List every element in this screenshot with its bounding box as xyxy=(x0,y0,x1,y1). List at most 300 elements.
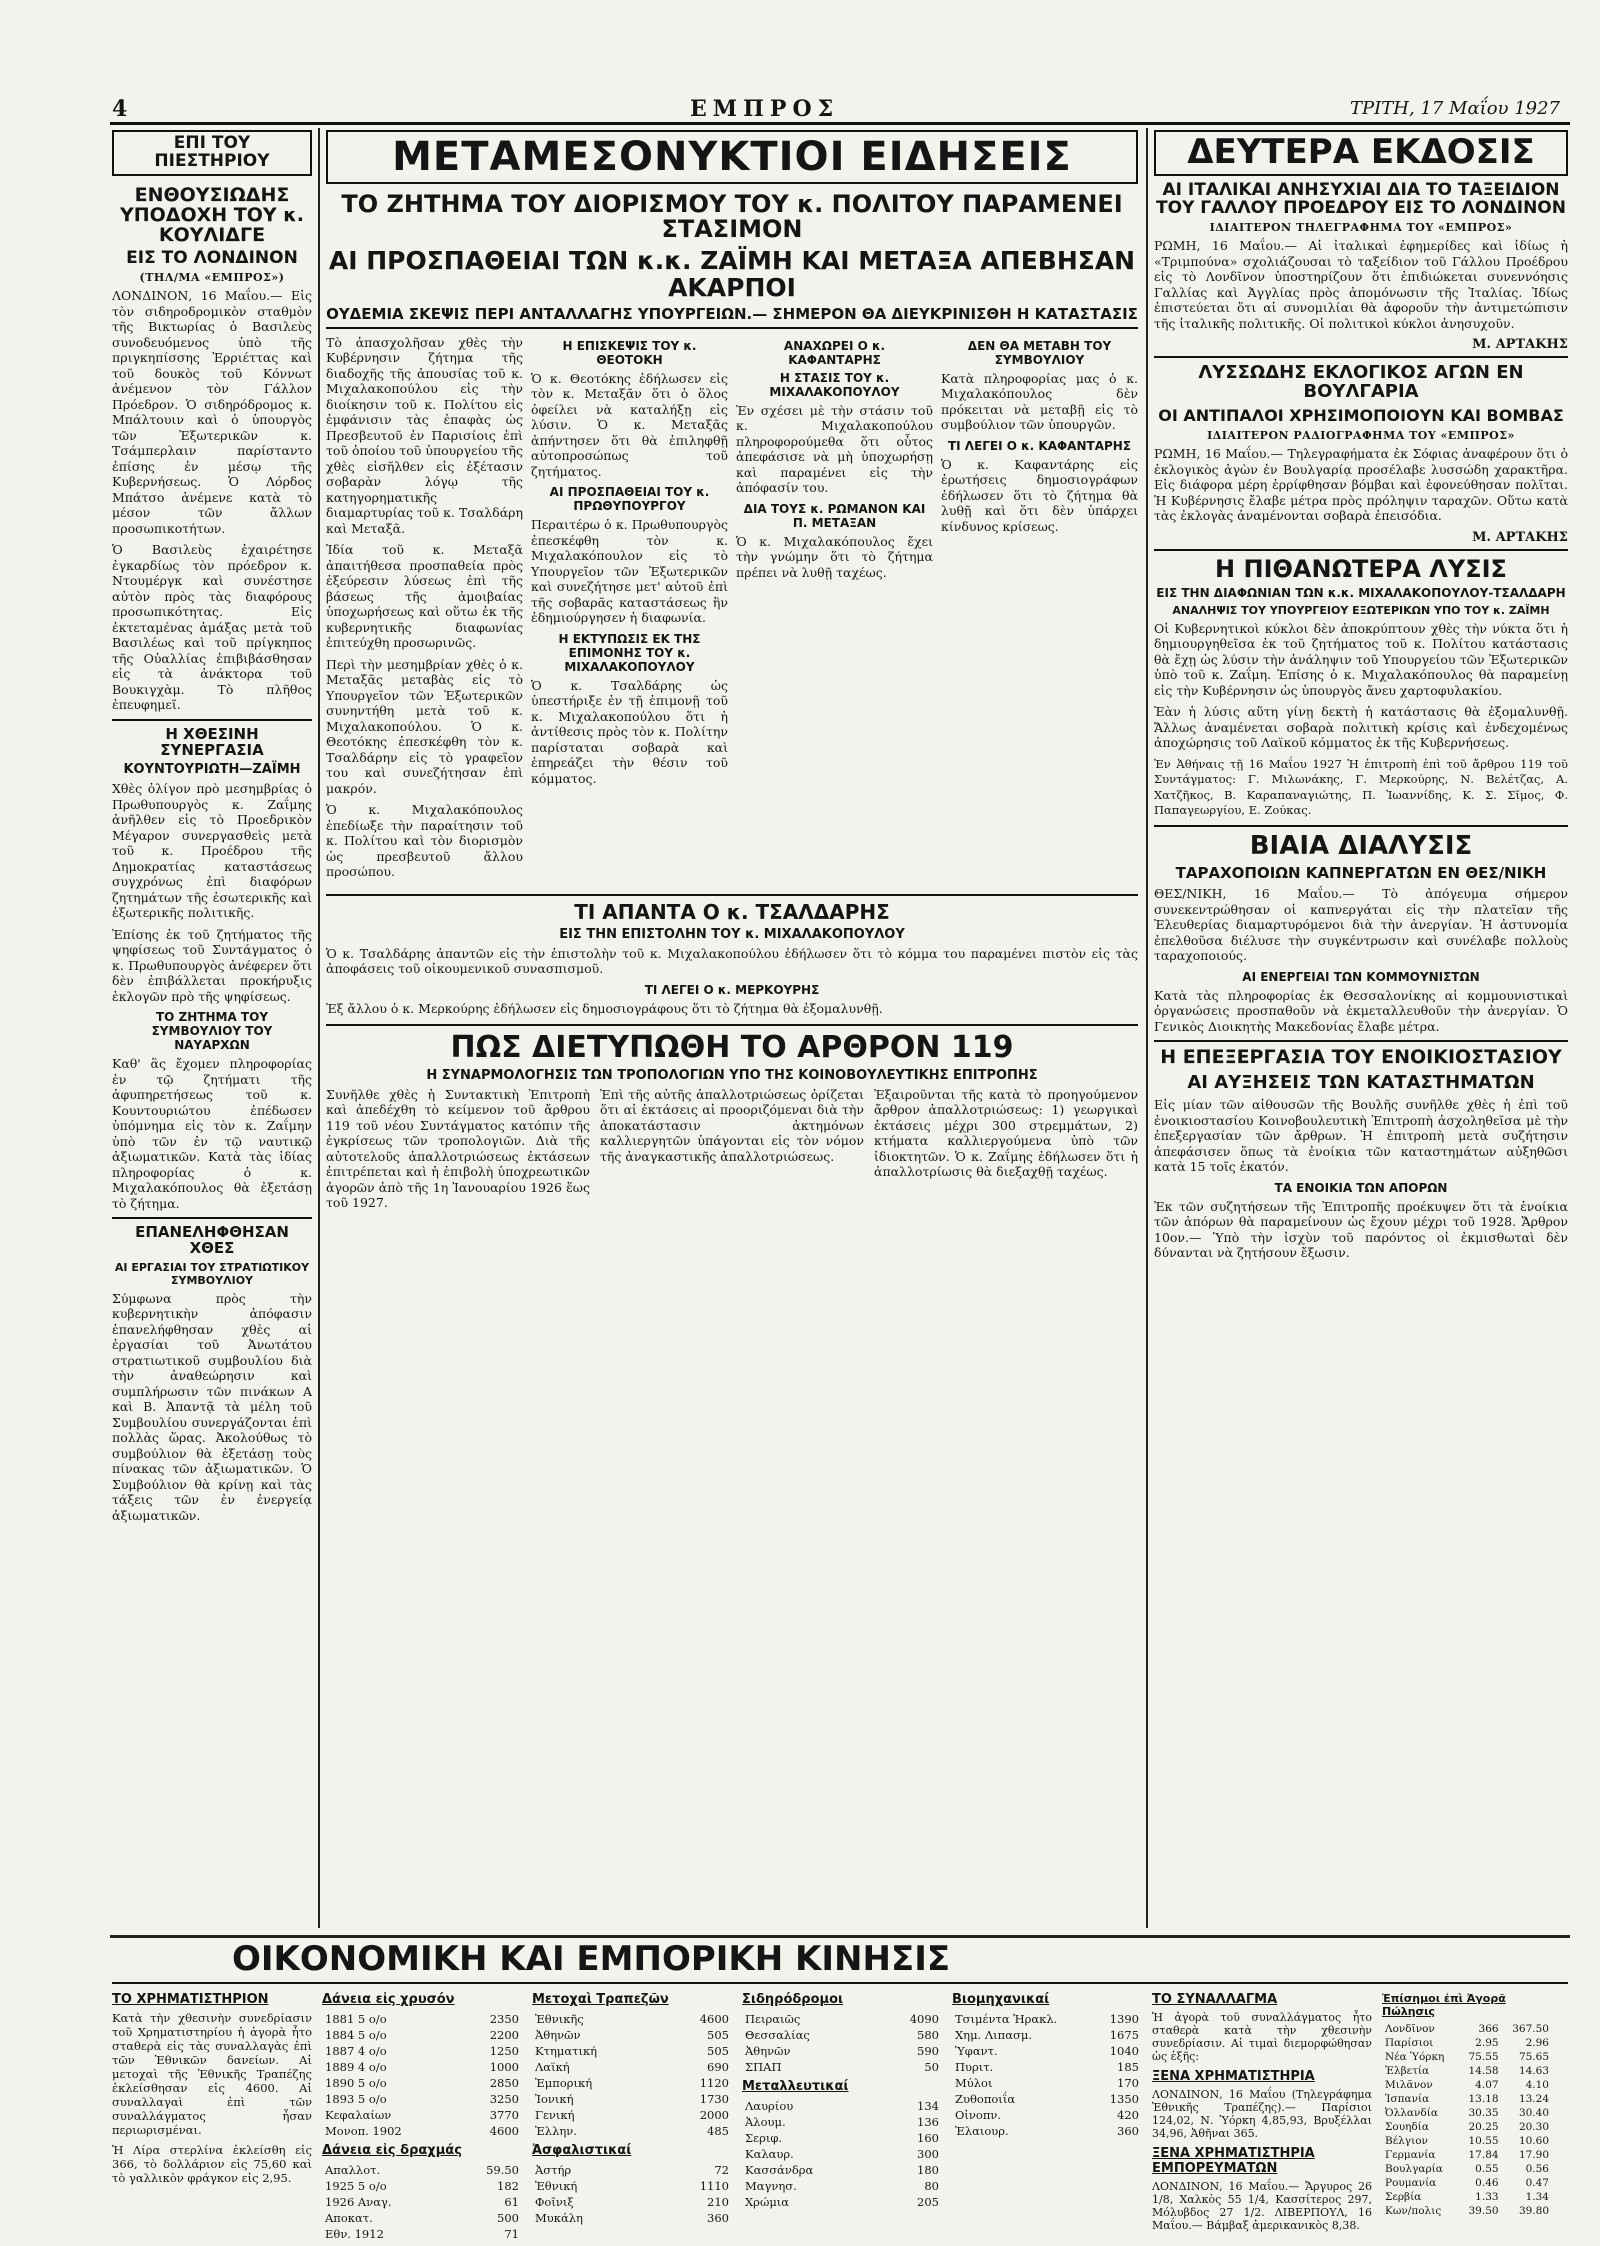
table-cell-value: 1350 xyxy=(1109,2091,1139,2106)
table-cell-value: 2350 xyxy=(489,2011,519,2026)
table-cell-value: 0.55 xyxy=(1475,2162,1499,2175)
table-cell-value: 13.18 xyxy=(1468,2092,1499,2105)
table-row xyxy=(322,2059,522,2075)
table-cell-value: 1000 xyxy=(489,2059,519,2074)
table-cell-value: 205 xyxy=(917,2194,939,2209)
table-cell-value: 2000 xyxy=(699,2107,729,2122)
table-row xyxy=(742,2178,942,2194)
table-cell-label: Αποκατ. xyxy=(325,2210,373,2225)
quotes-column xyxy=(322,1988,522,2242)
column-rule xyxy=(318,128,320,1928)
table-cell-value: 0.56 xyxy=(1525,2162,1549,2175)
headline: Η ΧΘΕΣΙΝΗ ΣΥΝΕΡΓΑΣΙΑ xyxy=(112,719,312,759)
headline: ΤΟ ΖΗΤΗΜΑ ΤΟΥ ΔΙΟΡΙΣΜΟΥ ΤΟΥ κ. ΠΟΛΙΤΟΥ ΠΑΡΑΜΕΝΕΙ ΣΤΑΣΙΜΟΝ xyxy=(341,190,1123,244)
subhead: Η ΣΤΑΣΙΣ ΤΟΥ κ. ΜΙΧΑΛΑΚΟΠΟΥΛΟΥ xyxy=(769,370,900,399)
headline-sub: ΟΙ ΑΝΤΙΠΑΛΟΙ ΧΡΗΣΙΜΟΠΟΙΟΥΝ ΚΑΙ ΒΟΜΒΑΣ xyxy=(1158,406,1564,426)
table-row xyxy=(532,2178,732,2194)
table-cell-label: Βέλγιον xyxy=(1385,2134,1428,2147)
table-cell-label: Ἐθνική xyxy=(535,2178,578,2193)
center-section xyxy=(326,130,1138,1930)
table-row xyxy=(742,2162,942,2178)
table-row xyxy=(742,2194,942,2210)
headline-sub: ΑΙ ΕΡΓΑΣΙΑΙ ΤΟΥ ΣΤΡΑΤΙΩΤΙΚΟΥ ΣΥΜΒΟΥΛΙΟΥ xyxy=(114,1260,310,1287)
table-cell-label: Γενική xyxy=(535,2107,575,2122)
table-cell-value: 690 xyxy=(707,2059,729,2074)
article-text: Σύμφωνα πρὸς τὴν κυβερνητικὴν ἀπόφασιν ἐπανελήφθησαν χθὲς αἱ ἐργασίαι τοῦ Ἀνωτάτου στρατιωτικοῦ συμβουλίου διὰ τὴν ἀναθεώρησιν καὶ συμπλήρωσιν τῶν πινάκων Α καὶ Β. Ἀπαντᾷ τὰ μέλη τοῦ Συμβουλίου συνεργάζονται ἐπὶ πολλὰς ὥρας. Ἀκολούθως τὸ συμβούλιον θὰ ἐξετάσῃ τοὺς πίνακας τῶν ἀξιωματικῶν. Ὁ Συμβούλιον θὰ κρίνῃ καὶ τὰς τάξεις τῶν ἐν ἐνεργείᾳ ἀξιωματικῶν. xyxy=(112,1290,312,1523)
subhead: Η ΕΚΤΥΠΩΣΙΣ ΕΚ ΤΗΣ ΕΠΙΜΟΝΗΣ ΤΟΥ κ. ΜΙΧΑΛΑΚΟΠΟΥΛΟΥ xyxy=(558,631,701,674)
table-cell-label: 1887 4 ο/ο xyxy=(325,2043,387,2058)
table-cell-value: 20.30 xyxy=(1518,2120,1549,2133)
table-row xyxy=(742,2098,942,2114)
subhead: ΔΕΝ ΘΑ ΜΕΤΑΒΗ ΤΟΥ ΣΥΜΒΟΥΛΙΟΥ xyxy=(967,338,1112,367)
table-row xyxy=(1382,2190,1552,2204)
article-text: Τὸ ἀπασχολῆσαν χθὲς τὴν Κυβέρνησιν ζήτημα τῆς διαδοχῆς τῆς ἀπουσίας τοῦ κ. Μιχαλακοπούλου εἰς τὴν διοίκησιν τοῦ κ. Πολίτου εἰς ἐμφάνισιν τὰς ἐπαφὰς ὡς Πρεσβευτοῦ ἐν Παρισίοις ἐπὶ τοῦ ὁποίου τοῦ ὑπουργείου τῆς χθὲς εἰσῆλθεν εἰς ἐξέτασιν σοβαρὰν λόγῳ τῆς κατηγορηματικῆς διαμαρτυρίας τοῦ κ. Τσαλδάρη καὶ Μεταξᾶ. xyxy=(326,334,523,536)
table-cell-label: ΣΠΑΠ xyxy=(745,2059,782,2074)
table-cell-value: 2850 xyxy=(489,2075,519,2090)
table-row xyxy=(532,2162,732,2178)
page-corner-mark: 4 xyxy=(112,96,128,122)
table-row xyxy=(1382,2162,1552,2176)
article-text: Οἱ Κυβερνητικοὶ κύκλοι δὲν ἀποκρύπτουν χθὲς τὴν νύκτα ὅτι ἡ δημιουργηθεῖσα ἐκ τοῦ ζητήματος τοῦ κ. Πολίτου κατάστασις θὰ ἔχῃ ὡς λύσιν τὴν ἀνάληψιν τοῦ Υπουργείου τῶν Ἐξωτερικῶν ὑπὸ τοῦ κ. Ζαΐμη. Ἐπίσης ὁ κ. Μιχαλακόπουλος θὰ παραμείνῃ εἰς τὴν Κυβέρνησιν ὡς ὑπουργὸς ἄνευ χαρτοφυλακίου. xyxy=(1154,620,1568,698)
table-row xyxy=(322,2194,522,2210)
table-row xyxy=(322,2107,522,2123)
section-title: ΕΠΙ ΤΟΥ ΠΙΕΣΤΗΡΙΟΥ xyxy=(112,130,312,176)
table-cell-label: Βουλγαρία xyxy=(1385,2162,1443,2175)
section-title: ΞΕΝΑ ΧΡΗΜΑΤΙΣΤΗΡΙΑ xyxy=(1152,2068,1315,2084)
table-cell-label: 1889 4 ο/ο xyxy=(325,2059,387,2074)
table-cell-value: 3770 xyxy=(489,2107,519,2122)
text-column xyxy=(326,335,523,886)
table-cell-value: 3250 xyxy=(489,2091,519,2106)
table-row xyxy=(952,2075,1142,2091)
table-cell-label: Σουηδία xyxy=(1385,2120,1429,2133)
table-cell-value: 1040 xyxy=(1109,2043,1139,2058)
table-cell-value: 590 xyxy=(917,2043,939,2058)
table-cell-value: 4600 xyxy=(489,2123,519,2138)
article-text: Ὁ κ. Καφαντάρης εἰς ἐρωτήσεις δημοσιογράφων ἐδήλωσεν ὅτι τὸ ζήτημα θὰ λυθῇ καὶ ὅτι δὲν ὑπάρχει κίνδυνος κρίσεως. xyxy=(941,456,1138,534)
article-text: Κατὰ τὴν χθεσινὴν συνεδρίασιν τοῦ Χρηματιστηρίου ἡ ἀγορὰ ἦτο σταθερὰ εἰς τὰς συναλλαγὰς ἐπὶ τῶν Ἐθνικῶν δανείων. Αἱ μετοχαὶ τῆς Ἐθνικῆς Τραπέζης ἐκλείσθησαν εἰς 4600. Αἱ συναλλαγαὶ ἐπὶ τῶν συναλλάγματος ἦσαν περιωρισμέναι. xyxy=(112,2010,312,2137)
text-column xyxy=(1152,1988,1372,2242)
table-cell-label: Ἀστήρ xyxy=(535,2162,572,2177)
table-cell-value: 360 xyxy=(1117,2123,1139,2138)
text-column xyxy=(531,335,728,886)
article-text: Ὁ κ. Θεοτόκης ἐδήλωσεν εἰς τὸν κ. Μεταξᾶν ὅτι ὁ ὅλος ὀφείλει νὰ καταλήξῃ εἰς λύσιν. Ὁ κ. Μεταξᾶς ἀπήντησεν ὅτι θὰ ἐπιληφθῇ αὐτοπροσώπως τοῦ ζητήματος. xyxy=(531,370,728,479)
subhead: ΑΙ ΠΡΟΣΠΑΘΕΙΑΙ ΤΟΥ κ. ΠΡΩΘΥΠΟΥΡΓΟΥ xyxy=(549,485,710,514)
article-text: Ἡ ἀγορὰ τοῦ συναλλάγματος ἦτο σταθερὰ κατὰ τὴν χθεσινὴν συνεδρίασιν. Αἱ τιμαὶ διεμορφώθησαν ὡς ἑξῆς: xyxy=(1152,2010,1372,2063)
table-row xyxy=(742,2011,942,2027)
article-text: Ὁ Βασιλεὺς ἐχαιρέτησε ἐγκαρδίως τὸν πρόεδρον κ. Ντουμέργκ καὶ συνέστησε αὐτὸν πρὸς τὰς διαφόρους προσωπικότητας. Εἰς ἐκτεταμένας ἀμάξας μετὰ τοῦ Βασιλέως καὶ τοῦ πρίγκηπος τῆς Οὐαλλίας ἐπιβιβάσθησαν εἰς τὰ ἀνάκτορα τοῦ Βουκιγχὰμ. Τὸ πλῆθος ἐπευφημεῖ. xyxy=(112,542,312,713)
fx-table xyxy=(1382,2022,1552,2218)
section-title: Ἀσφαλιστικαί xyxy=(532,2142,632,2158)
table-cell-value: 182 xyxy=(497,2178,519,2193)
table-row xyxy=(1382,2064,1552,2078)
table-cell-value: 4090 xyxy=(909,2011,939,2026)
table-cell-value: 366 xyxy=(1478,2022,1499,2035)
headline: ΤΙ ΑΠΑΝΤΑ Ο κ. ΤΣΑΛΔΑΡΗΣ xyxy=(574,899,890,924)
table-cell-label: Ἀθηνῶν xyxy=(745,2043,791,2058)
table-cell-label: Ἐλλην. xyxy=(535,2123,577,2138)
table-cell-label: Ζυθοποιΐα xyxy=(955,2091,1016,2106)
table-cell-label: 1881 5 ο/ο xyxy=(325,2011,387,2026)
column-rule xyxy=(1146,128,1148,1928)
article-text: ΛΟΝΔΙΝΟΝ, 16 Μαΐου (Τηλεγράφημα Ἐθνικῆς Τραπέζης).— Παρίσιοι 124,02, Ν. Ὑόρκη 4,85,93, Βρυξέλλαι 34,96, Ἀθῆναι 365. xyxy=(1152,2087,1372,2140)
subhead: ΑΙ ΕΝΕΡΓΕΙΑΙ ΤΩΝ ΚΟΜΜΟΥΝΙΣΤΩΝ xyxy=(1242,969,1480,984)
subheadline: Η ΣΥΝΑΡΜΟΛΟΓΗΣΙΣ ΤΩΝ ΤΡΟΠΟΛΟΓΙΩΝ ΥΠΟ ΤΗΣ ΚΟΙΝΟΒΟΥΛΕΥΤΙΚΗΣ ΕΠΙΤΡΟΠΗΣ xyxy=(426,1067,1038,1083)
table-cell-label: Απαλλοτ. xyxy=(325,2162,381,2177)
table-cell-value: 180 xyxy=(917,2162,939,2177)
table-cell-value: 210 xyxy=(707,2194,729,2209)
table-row xyxy=(532,2107,732,2123)
quotes-table xyxy=(952,2011,1142,2139)
table-cell-label: Χημ. Λιπασμ. xyxy=(955,2027,1032,2042)
table-cell-value: 505 xyxy=(707,2027,729,2042)
table-cell-value: 14.58 xyxy=(1468,2064,1499,2077)
table-cell-label: Πειραιῶς xyxy=(745,2011,801,2026)
article-text: Ἡ Λίρα στερλίνα ἐκλείσθη εἰς 366, τὸ δολλάριον εἰς 75,60 καὶ τὸ γαλλικὸν φράγκον εἰς 2,95. xyxy=(112,2142,312,2185)
table-cell-value: 39.50 xyxy=(1468,2204,1499,2217)
table-row xyxy=(742,2114,942,2130)
table-row xyxy=(1382,2134,1552,2148)
table-cell-label: Παρίσιοι xyxy=(1385,2036,1434,2049)
table-cell-label: Νέα Ὑόρκη xyxy=(1385,2050,1445,2063)
section-title: Δάνεια εἰς δραχμάς xyxy=(322,2142,462,2158)
article-columns xyxy=(326,335,1138,886)
article-columns xyxy=(326,1087,1138,1217)
section-title: Δάνεια εἰς χρυσόν xyxy=(322,1991,455,2007)
table-row xyxy=(532,2027,732,2043)
article-text: Συνῆλθε χθὲς ἡ Συντακτικὴ Ἐπιτροπὴ καὶ ἀπεδέχθη τὸ κείμενον τοῦ ἄρθρου 119 τοῦ νέου Συντάγματος κατόπιν τῆς ἐγκρίσεως τῶν τροπολογιῶν. Διὰ τῆς αὐτοτελοῦς ἀπαλλοτριώσεως ἐκτάσεων ἐπιτρέπεται καὶ ἡ ἐπιβολὴ ὑποχρεωτικῶν ἀγορῶν ἀπὸ τῆς 1η Ἰανουαρίου 1926 ἕως τοῦ 1927. xyxy=(326,1086,590,1211)
article-text: Ἐξ ἄλλου ὁ κ. Μερκούρης ἐδήλωσεν εἰς δημοσιογράφους ὅτι τὸ ζήτημα θὰ ἐξομαλυνθῇ. xyxy=(326,1000,883,1016)
table-cell-value: 367.50 xyxy=(1512,2022,1549,2035)
article-text: Ὁ κ. Μιχαλακόπουλος ἔχει τὴν γνώμην ὅτι τὸ ζήτημα πρέπει νὰ λυθῇ ταχέως. xyxy=(736,533,933,580)
banner-headline: ΜΕΤΑΜΕΣΟΝΥΚΤΙΟΙ ΕΙΔΗΣΕΙΣ xyxy=(326,130,1138,184)
table-row xyxy=(952,2107,1142,2123)
article-text: ΘΕΣ/ΝΙΚΗ, 16 Μαΐου.— Τὸ ἀπόγευμα σήμερον συνεκεντρώθησαν οἱ καπνεργάται εἰς τὴν πλατεῖαν τῆς Ἐλευθερίας διαμαρτυρόμενοι διὰ τὴν ἀνεργίαν. Ἡ ἀστυνομία ἐπελθοῦσα διέλυσε τὴν συγκέντρωσιν καὶ συνέλαβε πολλοὺς ταραχοποιούς. xyxy=(1154,886,1568,964)
table-cell-label: 1890 5 ο/ο xyxy=(325,2075,387,2090)
table-cell-label: Κτηματική xyxy=(535,2043,598,2058)
headline-sub: ΚΟΥΝΤΟΥΡΙΩΤΗ—ΖΑΪΜΗ xyxy=(123,762,301,778)
table-cell-value: 30.40 xyxy=(1518,2106,1549,2119)
table-row xyxy=(322,2043,522,2059)
subhead: ΔΙΑ ΤΟΥΣ κ. ΡΩΜΑΝΟΝ ΚΑΙ Π. ΜΕΤΑΞΑΝ xyxy=(743,501,926,530)
table-row xyxy=(1382,2176,1552,2190)
table-cell-value: 4.07 xyxy=(1475,2078,1499,2091)
table-cell-value: 360 xyxy=(707,2210,729,2225)
table-row xyxy=(1382,2050,1552,2064)
table-row xyxy=(322,2011,522,2027)
table-row xyxy=(742,2146,942,2162)
table-row xyxy=(532,2123,732,2139)
table-cell-value: 0.47 xyxy=(1525,2176,1549,2189)
table-cell-label: Ἰονική xyxy=(535,2091,574,2106)
table-row xyxy=(1382,2148,1552,2162)
table-cell-label: Κεφαλαίων xyxy=(325,2107,392,2122)
headline-sub: ΑΝΑΛΗΨΙΣ ΤΟΥ ΥΠΟΥΡΓΕΙΟΥ ΕΞΩΤΕΡΙΚΩΝ ΥΠΟ ΤΟΥ κ. ΖΑΪΜΗ xyxy=(1172,603,1550,617)
section-title: ΤΟ ΣΥΝΑΛΛΑΓΜΑ xyxy=(1152,1991,1278,2007)
table-cell-value: 1.34 xyxy=(1525,2190,1549,2203)
table-row xyxy=(1382,2204,1552,2218)
byline: Μ. ΑΡΤΑΚΗΣ xyxy=(1472,529,1568,545)
article-text: Ἐπὶ τῆς αὐτῆς ἀπαλλοτριώσεως ὁρίζεται ὅτι αἱ ἐκτάσεις αἱ προοριζόμεναι διὰ τὴν ἀποκατάστασιν ἀκτημόνων καλλιεργητῶν ὑπάγονται εἰς τὸν νόμον τῆς ἀναγκαστικῆς ἀπαλλοτριώσεως. xyxy=(600,1086,864,1164)
right-column xyxy=(1154,130,1568,1930)
table-cell-label: Λονδῖνον xyxy=(1385,2022,1435,2035)
headline-sub: ΤΑΡΑΧΟΠΟΙΩΝ ΚΑΠΝΕΡΓΑΤΩΝ ΕΝ ΘΕΣ/ΝΙΚΗ xyxy=(1175,864,1547,883)
headline: ΠΩΣ ΔΙΕΤΥΠΩΘΗ ΤΟ ΑΡΘΡΟΝ 119 xyxy=(450,1030,1014,1066)
table-row xyxy=(952,2091,1142,2107)
table-cell-label: Ἐλβετία xyxy=(1385,2064,1430,2077)
article-text: Χθὲς ὀλίγον πρὸ μεσημβρίας ὁ Πρωθυπουργὸς κ. Ζαΐμης ἀνῆλθεν εἰς τὸ Προεδρικὸν Μέγαρον συνεργασθεὶς μετὰ τοῦ κ. Προέδρου τῆς Δημοκρατίας καταστάσεως συγχρόνως ἐπὶ διαφόρων ζητημάτων τῆς ἐσωτερικῆς καὶ ἐξωτερικῆς πολιτικῆς. xyxy=(112,781,312,921)
table-row xyxy=(532,2194,732,2210)
headline: ΕΝΘΟΥΣΙΩΔΗΣ ΥΠΟΔΟΧΗ ΤΟΥ κ. ΚΟΥΛΙΔΓΕ xyxy=(119,183,305,246)
fx-column xyxy=(1382,1988,1552,2242)
article-text: Ὁ κ. Μιχαλακόπουλος ἐπεδίωξε τὴν παραίτησιν τοῦ κ. Πολίτου καὶ τὸν διορισμὸν ὡς πρεσβευτοῦ ἄλλου προσώπου. xyxy=(326,802,523,880)
table-row xyxy=(322,2226,522,2242)
table-cell-value: 17.84 xyxy=(1468,2148,1499,2161)
table-cell-value: 0.46 xyxy=(1475,2176,1499,2189)
table-cell-label: Μυκάλη xyxy=(535,2210,583,2225)
table-cell-value: 4600 xyxy=(699,2011,729,2026)
table-row xyxy=(1382,2106,1552,2120)
section-title: Μεταλλευτικαί xyxy=(742,2078,849,2094)
table-cell-value: 500 xyxy=(497,2210,519,2225)
section-title: Σιδηρόδρομοι xyxy=(742,1991,844,2007)
table-cell-value: 1110 xyxy=(699,2178,729,2193)
article-text: Ἐκ τῶν συζητήσεων τῆς Ἐπιτροπῆς προέκυψεν ὅτι τὰ ἐνοίκια τῶν ἀπόρων θὰ παραμείνουν ὡς ἔχουν μέχρι τοῦ 1928. Ἄρθρον 10ον.— Ὑπὸ τὴν ἰσχὺν τοῦ παρόντος οἱ ἐκμισθωταὶ δὲν δύνανται νὰ ζητήσουν ἔξωσιν. xyxy=(1154,1198,1568,1261)
table-cell-label: Εθν. 1912 xyxy=(325,2226,384,2241)
table-cell-value: 2200 xyxy=(489,2027,519,2042)
article-text: Ἐὰν ἡ λύσις αὕτη γίνῃ δεκτὴ ἡ κατάστασις θὰ ἐξομαλυνθῇ. Ἄλλως ἀναμένεται σοβαρὰ πολιτικὴ κρίσις καὶ ἐνδεχομένως ἀποχώρησις τοῦ Λαϊκοῦ κόμματος ἐκ τῆς Κυβερνήσεως. xyxy=(1154,704,1568,751)
table-cell-label: Ὑφαντ. xyxy=(955,2043,998,2058)
table-cell-label: Σερβία xyxy=(1385,2190,1422,2203)
table-row xyxy=(1382,2078,1552,2092)
table-cell-label: Λαυρίου xyxy=(745,2098,794,2113)
table-cell-value: 1250 xyxy=(489,2043,519,2058)
subhead: ΤΙ ΛΕΓΕΙ Ο κ. ΜΕΡΚΟΥΡΗΣ xyxy=(644,982,820,997)
quotes-table xyxy=(742,2098,942,2210)
table-cell-label: 1893 5 ο/ο xyxy=(325,2091,387,2106)
headline: ΕΠΑΝΕΛΗΦΘΗΣΑΝ ΧΘΕΣ xyxy=(112,1217,312,1257)
table-row xyxy=(1382,2022,1552,2036)
table-row xyxy=(952,2043,1142,2059)
table-row xyxy=(1382,2092,1552,2106)
table-row xyxy=(322,2178,522,2194)
table-cell-label: Μιλᾶνον xyxy=(1385,2078,1433,2091)
table-cell-label: Καλαυρ. xyxy=(745,2146,794,2161)
table-cell-value: 1120 xyxy=(699,2075,729,2090)
table-cell-value: 1390 xyxy=(1109,2011,1139,2026)
quotes-column xyxy=(532,1988,732,2242)
table-cell-label: 1884 5 ο/ο xyxy=(325,2027,387,2042)
headline: ΑΙ ΠΡΟΣΠΑΘΕΙΑΙ ΤΩΝ κ.κ. ΖΑΪΜΗ ΚΑΙ ΜΕΤΑΞΑ ΑΠΕΒΗΣΑΝ ΑΚΑΡΠΟΙ xyxy=(328,246,1136,302)
table-row xyxy=(322,2162,522,2178)
quotes-table xyxy=(532,2011,732,2139)
table-row xyxy=(952,2011,1142,2027)
table-row xyxy=(532,2043,732,2059)
article-text: ΛΟΝΔΙΝΟΝ, 16 Μαΐου.— Εἰς τὸν σιδηροδρομικὸν σταθμὸν τῆς Βικτωρίας ὁ Βασιλεὺς συνοδευόμενος ὑπὸ τῆς πριγκηπίσσης Ἐρριέττας καὶ τοῦ δουκὸς τοῦ Κόννωτ ἀνέμενον τὸν Γάλλον Πρόεδρον. Ὁ σιδηρόδρομος κ. Μπάλτουιν καὶ ὁ ὑπουργὸς τῶν Ἐξωτερικῶν κ. Τσάμπερλαιν παρίσταντο ἐπίσης ἐν μέσῳ τῆς Κυβερνήσεως. Ὁ Λόρδος Μπάτσο ἀνέμενε κατὰ τὸ μέσον τῶν ἄλλων προσωπικοτήτων. xyxy=(112,288,312,536)
table-cell-label: Ἐλαιουρ. xyxy=(955,2123,1009,2138)
table-cell-value: 2.96 xyxy=(1525,2036,1549,2049)
headline-sub: ΕΙΣ ΤΗΝ ΔΙΑΦΩΝΙΑΝ ΤΩΝ κ.κ. ΜΙΧΑΛΑΚΟΠΟΥΛΟΥ-ΤΣΑΛΔΑΡΗ xyxy=(1156,585,1566,600)
table-cell-value: 4.10 xyxy=(1525,2078,1549,2091)
article-text: Περὶ τὴν μεσημβρίαν χθὲς ὁ κ. Μεταξᾶς μεταβὰς εἰς τὸ Υπουργεῖον τῶν Ἐξωτερικῶν συνηντήθη μετὰ τοῦ κ. Μιχαλακοπούλου. Ὁ κ. Θεοτόκης ἐπεσκέφθη τὸν κ. Τσαλδάρην εἰς τὸ γραφεῖον του καὶ συνεζήτησαν ἐπὶ μακρόν. xyxy=(326,656,523,796)
table-cell-value: 75.55 xyxy=(1468,2050,1499,2063)
article-text: Κατὰ πληροφορίας μας ὁ κ. Μιχαλακόπουλος δὲν πρόκειται νὰ μεταβῇ εἰς τὸ συμβούλιον τῶν ὑπουργῶν. xyxy=(941,370,1138,433)
article-text: ΡΩΜΗ, 16 Μαΐου.— Τηλεγραφήματα ἐκ Σόφιας ἀναφέρουν ὅτι ὁ ἐκλογικὸς ἀγὼν ἐν Βουλγαρίᾳ προσέλαβε λυσσώδη χαρακτῆρα. Εἰς διάφορα μέρη ἐρρίφθησαν βόμβαι καὶ ἐφονεύθησαν πολῖται. Ἡ Κυβέρνησις ἔλαβε μέτρα πρὸς πρόληψιν ταραχῶν. Οὕτω κατὰ τὰς ἐκλογὰς ἀναμένονται σοβαρὰ ἐπεισόδια. xyxy=(1154,446,1568,524)
article-text: Ὁ κ. Τσαλδάρης ἀπαντῶν εἰς τὴν ἐπιστολὴν τοῦ κ. Μιχαλακοπούλου ἐδήλωσεν ὅτι τὸ κόμμα του παραμένει πιστὸν εἰς τὰς ἀποφάσεις τοῦ οἰκουμενικοῦ συνασπισμοῦ. xyxy=(326,945,1138,977)
table-cell-value: 30.35 xyxy=(1468,2106,1499,2119)
table-cell-label: Μαγνησ. xyxy=(745,2178,797,2193)
table-row xyxy=(322,2123,522,2139)
article-text: Καθ' ἃς ἔχομεν πληροφορίας ἐν τῷ ζητήματι τῆς ἀφυπηρετήσεως τοῦ κ. Κουντουριώτου ἐπέδωσεν ὑπόμνημα εἰς τὸν κ. Ζαΐμην ὑπὸ τῶν ἐν τῷ ναυτικῷ ἀξιωματικῶν. Κατὰ τὰς ἰδίας πληροφορίας ὁ κ. Μιχαλακόπουλος θὰ ἐξετάσῃ τὸ ζήτημα. xyxy=(112,1056,312,1211)
table-cell-value: 185 xyxy=(1117,2059,1139,2074)
quotes-column xyxy=(742,1988,942,2242)
table-cell-value: 10.60 xyxy=(1518,2134,1549,2147)
table-cell-value: 80 xyxy=(924,2178,939,2193)
article-text: Περαιτέρω ὁ κ. Πρωθυπουργὸς ἐπεσκέφθη τὸν κ. Μιχαλακόπουλον εἰς τὸ Υπουργεῖον τῶν Ἐξωτερικῶν καὶ συνεζήτησε μετ' αὐτοῦ ἐπὶ τῆς σοβαρᾶς καταστάσεως ἣν ἐδημιούργησεν ἡ διαφωνία. xyxy=(531,517,728,626)
table-cell-label: Ρουμανία xyxy=(1385,2176,1437,2189)
text-column xyxy=(736,335,933,886)
headline-sub: ΕΙΣ ΤΟ ΛΟΝΔΙΝΟΝ xyxy=(126,247,298,268)
table-row xyxy=(742,2027,942,2043)
dispatch-line: (ΤΗΛ/ΜΑ «ΕΜΠΡΟΣ») xyxy=(139,271,285,285)
dispatch-line: ΙΔΙΑΙΤΕΡΟΝ ΡΑΔΙΟΓΡΑΦΗΜΑ ΤΟΥ «ΕΜΠΡΟΣ» xyxy=(1207,429,1515,443)
table-cell-label: Θεσσαλίας xyxy=(745,2027,810,2042)
article-text: Ἐν σχέσει μὲ τὴν στάσιν τοῦ κ. Μιχαλακοπούλου πληροφορούμεθα ὅτι οὗτος ἀπεφάσισε νὰ μὴ ὑποχωρήσῃ καὶ παραμένει εἰς τὴν ἀπόφασίν του. xyxy=(736,402,933,496)
subhead: ΤΙ ΛΕΓΕΙ Ο κ. ΚΑΦΑΝΤΑΡΗΣ xyxy=(947,438,1132,453)
table-cell-label: 1926 Αναγ. xyxy=(325,2194,392,2209)
table-row xyxy=(322,2075,522,2091)
article-text: Ἐπίσης ἐκ τοῦ ζητήματος τῆς ψηφίσεως τοῦ Συντάγματος ὁ κ. Πρωθυπουργὸς ἀνέφερεν ὅτι δὲν ἐπιβάλλεται προκήρυξις ἐκλογῶν πρὸ τῆς ψηφίσεως. xyxy=(112,926,312,1004)
headline: Η ΕΠΕΞΕΡΓΑΣΙΑ ΤΟΥ ΕΝΟΙΚΙΟΣΤΑΣΙΟΥ xyxy=(1154,1040,1568,1068)
article-text: Κατὰ τὰς πληροφορίας ἐκ Θεσσαλονίκης αἱ κομμουνιστικαὶ ὀργανώσεις προσπαθοῦν νὰ ἐκμεταλλευθοῦν τὴν ἀνεργίαν. Ὁ Γενικὸς Διοικητὴς Μακεδονίας ἔλαβε μέτρα. xyxy=(1154,987,1568,1034)
table-cell-label: Ἀθηνῶν xyxy=(535,2027,581,2042)
table-cell-value: 160 xyxy=(917,2130,939,2145)
quotes-table xyxy=(322,2162,522,2242)
table-row xyxy=(952,2027,1142,2043)
headline: ΑΙ ΙΤΑΛΙΚΑΙ ΑΝΗΣΥΧΙΑΙ ΔΙΑ ΤΟ ΤΑΞΕΙΔΙΟΝ ΤΟΥ ΓΑΛΛΟΥ ΠΡΟΕΔΡΟΥ ΕΙΣ ΤΟ ΛΟΝΔΙΝΟΝ xyxy=(1156,179,1566,218)
subhead: ΕΙΣ ΤΗΝ ΕΠΙΣΤΟΛΗΝ ΤΟΥ κ. ΜΙΧΑΛΑΚΟΠΟΥΛΟΥ xyxy=(559,926,905,942)
table-cell-label: Ἐμπορική xyxy=(535,2075,593,2090)
table-cell-value: 1.33 xyxy=(1475,2190,1499,2203)
table-cell-label: Σεριφ. xyxy=(745,2130,783,2145)
table-cell-label: Κασσάνδρα xyxy=(745,2162,814,2177)
table-cell-value: 61 xyxy=(504,2194,519,2209)
section-title: Βιομηχανικαί xyxy=(952,1991,1050,2007)
quotes-table xyxy=(742,2011,942,2075)
headline: ΒΙΑΙΑ ΔΙΑΛΥΣΙΣ xyxy=(1154,825,1568,860)
table-cell-label: Τσιμέντα Ἡρακλ. xyxy=(955,2011,1058,2026)
table-row xyxy=(532,2059,732,2075)
article-text: ΛΟΝΔΙΝΟΝ, 16 Μαΐου.— Ἄργυρος 26 1/8, Χαλκὸς 55 1/4, Κασσίτερος 297, Μόλυβδος 27 1/2. ΛΙΒΕΡΠΟΥΛ, 16 Μαΐου.— Βάμβαξ ἀμερικανικὸς 8,38. xyxy=(1152,2179,1372,2232)
table-row xyxy=(532,2011,732,2027)
subheadline: ΟΥΔΕΜΙΑ ΣΚΕΨΙΣ ΠΕΡΙ ΑΝΤΑΛΛΑΓΗΣ ΥΠΟΥΡΓΕΙΩΝ.— ΣΗΜΕΡΟΝ ΘΑ ΔΙΕΥΚΡΙΝΙΣΘΗ Η ΚΑΤΑΣΤΑΣΙΣ xyxy=(326,305,1138,329)
article-text: Ὁ κ. Τσαλδάρης ὡς ὑπεστήριξε ἐν τῇ ἐπιμονῇ τοῦ κ. Μιχαλακοπούλου ὅτι ἡ ἀντίθεσις πρὸς τὸν κ. Πολίτην παρίσταται σοβαρὰ καὶ ἐπηρεάζει τὴν θέσιν τοῦ κόμματος. xyxy=(531,677,728,786)
table-cell-label: Γερμανία xyxy=(1385,2148,1436,2161)
table-cell-label: Πυριτ. xyxy=(955,2059,994,2074)
headline: ΛΥΣΣΩΔΗΣ ΕΚΛΟΓΙΚΟΣ ΑΓΩΝ ΕΝ ΒΟΥΛΓΑΡΙΑ xyxy=(1154,356,1568,402)
quotes-column xyxy=(952,1988,1142,2242)
text-column xyxy=(941,335,1138,886)
section-title: Μετοχαὶ Τραπεζῶν xyxy=(532,1991,669,2007)
table-cell-value: 20.25 xyxy=(1468,2120,1499,2133)
table-cell-label: Ὀλλανδία xyxy=(1385,2106,1438,2119)
article-text: Ἰδία τοῦ κ. Μεταξᾶ ἀπαιτήθεσα προσπαθεία πρὸς ἐξεύρεσιν λύσεως ἐπὶ τῆς βάσεως τῆς ἀμοιβαίας ὑποχωρήσεως καὶ οὕτω ἐκ τῆς κυβερνητικῆς διαφωνίας ἐπιτεύχθη προσωρινῶς. xyxy=(326,542,523,651)
table-row xyxy=(1382,2120,1552,2134)
table-cell-value: 136 xyxy=(917,2114,939,2129)
table-cell-value: 420 xyxy=(1117,2107,1139,2122)
table-row xyxy=(322,2091,522,2107)
table-row xyxy=(532,2075,732,2091)
subhead: ΑΝΑΧΩΡΕΙ Ο κ. ΚΑΦΑΝΤΑΡΗΣ xyxy=(783,338,886,367)
headline-sub: ΑΙ ΑΥΞΗΣΕΙΣ ΤΩΝ ΚΑΤΑΣΤΗΜΑΤΩΝ xyxy=(1187,1072,1535,1094)
table-cell-value: 170 xyxy=(1117,2075,1139,2090)
table-header: Ἐπίσημοι ἐπὶ Ἀγορᾶ Πώλησις xyxy=(1382,1991,1506,2018)
table-row xyxy=(532,2210,732,2226)
table-cell-value: 300 xyxy=(917,2146,939,2161)
banner-headline: ΔΕΥΤΕΡΑ ΕΚΔΟΣΙΣ xyxy=(1154,130,1568,176)
section-title: ΞΕΝΑ ΧΡΗΜΑΤΙΣΤΗΡΙΑ ΕΜΠΟΡΕΥΜΑΤΩΝ xyxy=(1152,2145,1315,2176)
table-cell-value: 14.63 xyxy=(1518,2064,1549,2077)
table-row xyxy=(322,2027,522,2043)
headline: Η ΠΙΘΑΝΩΤΕΡΑ ΛΥΣΙΣ xyxy=(1154,549,1568,582)
issue-date: ΤΡΙΤΗ, 17 Μαΐου 1927 xyxy=(1350,98,1560,119)
table-cell-label: Μονοπ. 1902 xyxy=(325,2123,402,2138)
table-cell-value: 39.80 xyxy=(1518,2204,1549,2217)
table-row xyxy=(742,2043,942,2059)
quotes-table xyxy=(532,2162,732,2226)
table-row xyxy=(952,2123,1142,2139)
table-cell-value: 72 xyxy=(714,2162,729,2177)
finance-columns xyxy=(112,1988,1568,2242)
table-cell-value: 59.50 xyxy=(486,2162,519,2177)
committee-notice: Ἐν Ἀθήναις τῇ 16 Μαΐου 1927 Ἡ ἐπιτροπὴ ἐπὶ τοῦ ἄρθρου 119 τοῦ Συντάγματος: Γ. Μιλωνάκης, Γ. Μερκούρης, Ν. Βελέτζας, Α. Χατζῆκος, Β. Καραπαναγιώτης, Π. Ἰωαννίδης, Κ. Σ. Σῖμος, Φ. Παπαγεωργίου, Ε. Ζούκας. xyxy=(1154,756,1568,818)
table-row xyxy=(742,2059,942,2075)
table-cell-label: Λαϊκή xyxy=(535,2059,570,2074)
article-text: Εἰς μίαν τῶν αἰθουσῶν τῆς Βουλῆς συνῆλθε χθὲς ἡ ἐπὶ τοῦ ἐνοικιοστασίου Κοινοβουλευτικὴ Ἐπιτροπὴ ἀσχοληθεῖσα μὲ τὴν ἐπεξεργασίαν τῶν ἄρθρων. Ἡ ἐπιτροπὴ μετὰ συζήτησιν ἀπεφάσισεν ὅπως τὰ ἐνοίκια τῶν καταστημάτων αὐξηθῶσι κατὰ 15 τοῖς ἑκατόν. xyxy=(1154,1097,1568,1175)
table-cell-value: 13.24 xyxy=(1518,2092,1549,2105)
table-row xyxy=(1382,2036,1552,2050)
table-cell-label: Κων/πολις xyxy=(1385,2204,1442,2217)
table-cell-label: Ἰσπανία xyxy=(1385,2092,1430,2105)
table-cell-value: 17.90 xyxy=(1518,2148,1549,2161)
table-cell-value: 1675 xyxy=(1109,2027,1139,2042)
article-119 xyxy=(326,1024,1138,1217)
table-cell-label: Χρώμια xyxy=(745,2194,790,2209)
masthead: ΕΜΠΡΟΣ xyxy=(690,96,840,122)
table-row xyxy=(952,2059,1142,2075)
headline: ΤΟ ΖΗΤΗΜΑ ΤΟΥ ΣΥΜΒΟΥΛΙΟΥ ΤΟΥ ΝΑΥΑΡΧΩΝ xyxy=(151,1010,273,1053)
table-cell-value: 580 xyxy=(917,2027,939,2042)
tsaldaris-box xyxy=(326,894,1138,1017)
table-cell-label: Ἀλουμ. xyxy=(745,2114,786,2129)
table-cell-value: 50 xyxy=(924,2059,939,2074)
table-cell-label: Οἰνοπν. xyxy=(955,2107,1002,2122)
table-row xyxy=(322,2210,522,2226)
table-cell-value: 485 xyxy=(707,2123,729,2138)
table-cell-value: 1730 xyxy=(699,2091,729,2106)
section-rule xyxy=(110,1935,1570,1938)
table-cell-value: 2.95 xyxy=(1475,2036,1499,2049)
table-row xyxy=(532,2091,732,2107)
dispatch-line: ΙΔΙΑΙΤΕΡΟΝ ΤΗΛΕΓΡΑΦΗΜΑ ΤΟΥ «ΕΜΠΡΟΣ» xyxy=(1209,221,1513,235)
left-column xyxy=(112,130,312,1930)
section-title: ΤΟ ΧΡΗΜΑΤΙΣΤΗΡΙΟΝ xyxy=(112,1991,269,2007)
finance-section xyxy=(112,1939,1568,2241)
table-cell-label: 1925 5 ο/ο xyxy=(325,2178,387,2193)
banner-headline: ΟΙΚΟΝΟΜΙΚΗ ΚΑΙ ΕΜΠΟΡΙΚΗ ΚΙΝΗΣΙΣ xyxy=(112,1942,1568,1984)
article-text: ΡΩΜΗ, 16 Μαΐου.— Αἱ ἰταλικαὶ ἐφημερίδες καὶ ἰδίως ἡ «Τριμπούνα» σχολιάζουσαι τὸ ταξείδιον τοῦ Γάλλου Προέδρου εἰς τὸ Λονδῖνον ὑποστηρίζουν ὅτι ἐπιδιώκεται συνεννόησις Γαλλίας καὶ Ἀγγλίας πρὸς ἀπομόνωσιν τῆς Ἰταλίας. Ἰδίως ἐπιστεύεται ὅτι αἱ συνομιλίαι θὰ ἀφοροῦν τὴν ἀντιμετώπισιν τῆς ἰταλικῆς πολιτικῆς. Οἱ πολιτικοὶ κύκλοι ἀνησυχοῦν. xyxy=(1154,238,1568,331)
table-cell-value: 10.55 xyxy=(1468,2134,1499,2147)
